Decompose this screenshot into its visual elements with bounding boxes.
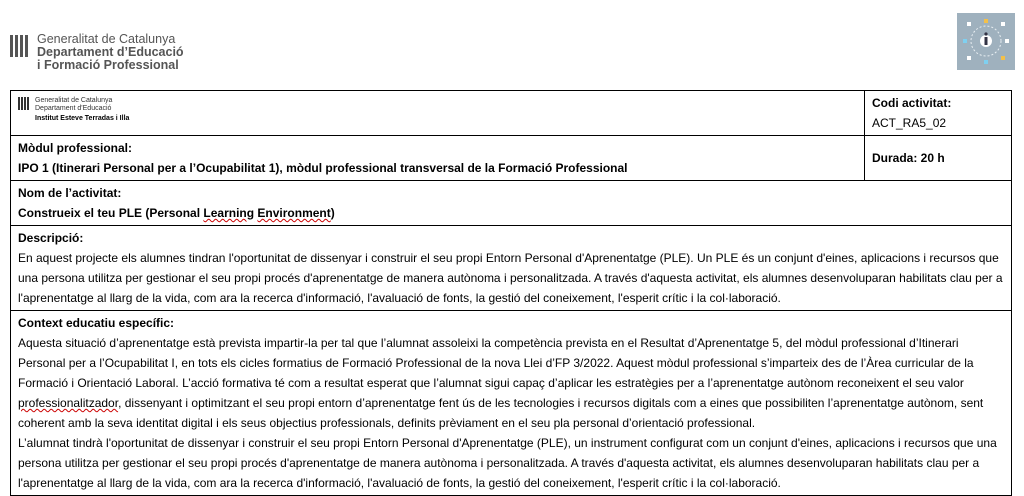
nom-activitat-word-learning: Learning xyxy=(203,206,255,220)
modul-cell xyxy=(11,136,865,181)
ple-network-image xyxy=(957,13,1015,70)
context-label: Context educatiu específic: xyxy=(18,316,175,330)
mini-org-name: Generalitat de Catalunya xyxy=(35,97,113,104)
context-p1-text: Aquesta situació d’aprenentatge està prevista impartir-la per tal que l’alumnat assoleixi la competència prevista en el Resultat d’Aprenentatge 5, del mòdul professional d’Itinerari Personal per a l’Ocupabilitat I, en tots els cicles formatius de Formació Professional de la nova Llei d’FP 3/2022. Aquest mòdul professional s’imparteix des de l’Àrea curricular de la Formació i Orientació Laboral. L’acció formativa té com a resultat esperat que l’alumnat sigui capaç d’aplicar les estratègies per a l’aprenentatge autònom reconeixent el seu valor xyxy=(18,336,974,390)
mini-generalitat-flag-icon xyxy=(18,97,30,110)
context-paragraph-2: L’alumnat tindrà l'oportunitat de dissenyar i construir el seu propi Entorn Personal d'Aprenentatge (PLE), un instrument configurat com un conjunt d'eines, aplicacions i recursos que una persona utilitza per gestionar el seu propi procés d'aprenentatge de manera autònoma i personalitzada. A través d'aquesta activitat, els alumnes desenvoluparan habilitats clau per a l'aprenentatge al llarg de la vida, com ara la recerca d'informació, l'avaluació de fonts, la gestió del coneixement, l'esperit crític i la col·laboració. xyxy=(18,436,997,490)
org-name: Generalitat de Catalunya xyxy=(37,32,176,46)
nom-activitat-label: Nom de l’activitat: xyxy=(18,186,122,200)
context-p1-word: professionalitzador xyxy=(18,396,119,410)
mini-department-name: Departament d'Educació xyxy=(35,105,112,112)
nom-activitat-close: ) xyxy=(330,206,335,220)
nom-activitat-word-environment: Environment xyxy=(257,206,331,220)
descripcio-label: Descripció: xyxy=(18,231,84,245)
nom-activitat-text: Construeix el teu PLE (Personal xyxy=(18,206,204,220)
activity-sheet-table xyxy=(10,90,1012,496)
durada-cell xyxy=(865,136,1012,181)
context-paragraph-1 xyxy=(18,333,1004,433)
department-name-line2: i Formació Professional xyxy=(37,58,179,72)
context-cell xyxy=(11,311,1012,496)
codi-activitat-value: ACT_RA5_02 xyxy=(872,116,947,130)
generalitat-flag-icon xyxy=(10,35,30,57)
durada-value: Durada: 20 h xyxy=(872,151,945,165)
generalitat-logo xyxy=(10,33,184,72)
institute-name: Institut Esteve Terradas i Illa xyxy=(35,115,130,122)
modul-label: Mòdul professional: xyxy=(18,141,132,155)
descripcio-cell xyxy=(11,226,1012,311)
nom-activitat-value xyxy=(18,203,1004,223)
codi-activitat-label: Codi activitat: xyxy=(872,96,952,110)
codi-activitat-cell xyxy=(865,91,1012,136)
institute-logo-cell xyxy=(11,91,865,136)
modul-value: IPO 1 (Itinerari Personal per a l’Ocupabilitat 1), mòdul professional transversal de la Formació Professional xyxy=(18,161,628,175)
descripcio-text: En aquest projecte els alumnes tindran l'oportunitat de dissenyar i construir el seu propi Entorn Personal d'Aprenentatge (PLE). Un PLE és un conjunt d'eines, aplicacions i recursos que una persona utilitza per gestionar el seu propi procés d'aprenentatge de manera autònoma i personalitzada. A través d'aquesta activitat, els alumnes desenvoluparan habilitats clau per a l'aprenentatge al llarg de la vida, com ara la recerca d'informació, l'avaluació de fonts, la gestió del coneixement, l'esperit crític i la col·laboració. xyxy=(18,251,1003,305)
nom-activitat-cell xyxy=(11,181,1012,226)
context-p1-end: , dissenyant i optimitzant el seu propi entorn d’aprenentatge fent ús de les tecnologies i recursos digitals com a eines que possibiliten l’aprenentatge autònom, sent coherent amb la seva identitat digital i els seus objectius professionals, definits prèviament en el seu pla personal d’orientació professional. xyxy=(18,396,984,430)
department-name-line1: Departament d’Educació xyxy=(37,45,184,59)
institute-logo xyxy=(18,93,857,123)
